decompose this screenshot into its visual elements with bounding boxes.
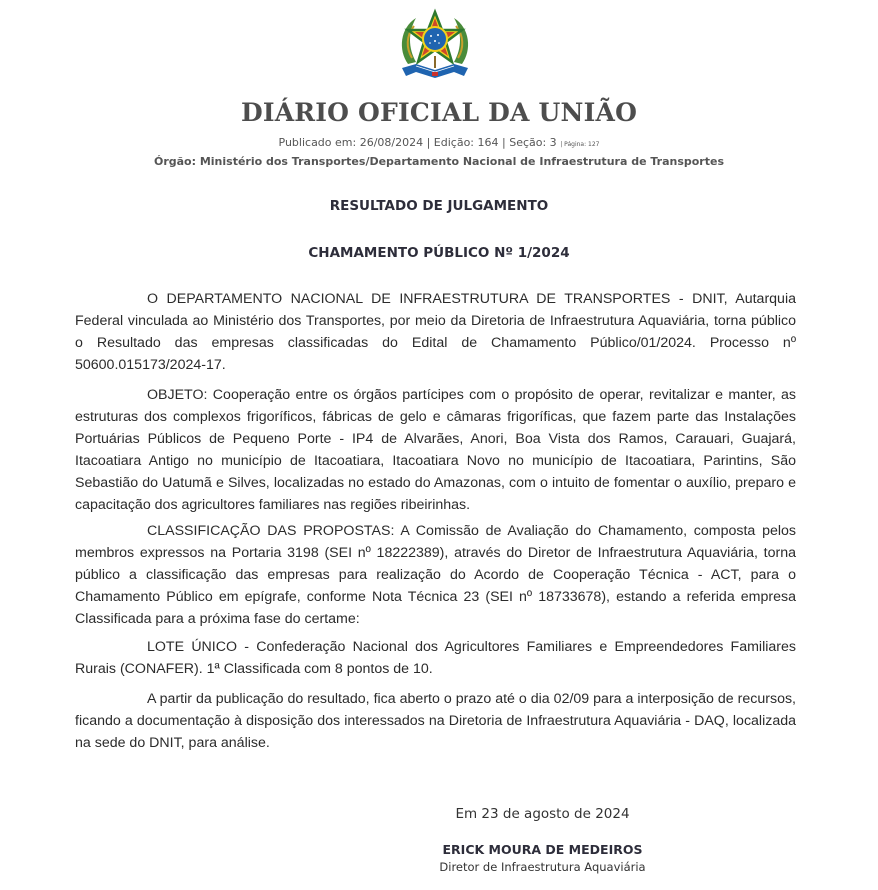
paragraph-classificacao: CLASSIFICAÇÃO DAS PROPOSTAS: A Comissão de Avaliação do Chamamento, composta pelos membros expressos na Portaria 3198 (SEI nº 18222389), através do Diretor de Infraestrutura Aquaviária, torna público a classificação das empresas para realização do Acordo de Cooperação Técnica - ACT, para o Chamamento Público em epígrafe, conforme Nota Técnica 23 (SEI nº 18733678), estando a referida empresa Classificada para a próxima fase do certame:	[75, 523, 796, 627]
document-body-2	[75, 384, 796, 524]
signer-role: Diretor de Infraestrutura Aquaviária	[439, 860, 646, 874]
document-heading: RESULTADO DE JULGAMENTO	[329, 198, 549, 214]
document-subheading: CHAMAMENTO PÚBLICO Nº 1/2024	[308, 245, 570, 261]
brazil-coat-of-arms-icon	[394, 6, 476, 86]
document-body	[75, 288, 796, 384]
document-body-4	[75, 636, 796, 688]
document-body-5	[75, 688, 796, 762]
publication-info	[0, 136, 878, 149]
signature-date: Em 23 de agosto de 2024	[455, 806, 630, 822]
paragraph-lote: LOTE ÚNICO - Confederação Nacional dos Agricultores Familiares e Empreendedores Familiares Rurais (CONAFER). 1ª Classificada com 8 pontos de 10.	[75, 639, 796, 677]
paragraph-objeto: OBJETO: Cooperação entre os órgãos partícipes com o propósito de operar, revitalizar e manter, as estruturas dos complexos frigoríficos, fábricas de gelo e câmaras frigoríficas, que fazem parte das Instalações Portuárias Públicos de Pequeno Porte - IP4 de Alvarães, Anori, Boa Vista dos Ramos, Carauari, Guajará, Itacoatiara Antigo no município de Itacoatiara, Itacoatiara Novo no município de Itacoatiara, Parintins, São Sebastião do Uatumã e Silves, localizadas no estado do Amazonas, com o intuito de fomentar o auxílio, preparo e capacitação dos agricultores familiares nas regiões ribeirinhas.	[75, 387, 796, 513]
celestial-globe	[423, 27, 447, 51]
issuing-agency: Órgão: Ministério dos Transportes/Departamento Nacional de Infraestrutura de Transportes	[153, 155, 725, 168]
sword-hilt	[434, 56, 436, 68]
document-body-3	[75, 520, 796, 638]
signer-name: ERICK MOURA DE MEDEIROS	[442, 842, 643, 857]
publication-details: Publicado em: 26/08/2024 | Edição: 164 | Seção: 3	[278, 136, 557, 149]
publication-title: DIÁRIO OFICIAL DA UNIÃO	[240, 98, 638, 127]
paragraph-prazo: A partir da publicação do resultado, fica aberto o prazo até o dia 02/09 para a interposição de recursos, ficando a documentação à disposição dos interessados na Diretoria de Infraestrutura Aquaviária - DAQ, localizada na sede do DNIT, para análise.	[75, 691, 796, 751]
page-number: | Página: 127	[560, 141, 600, 148]
paragraph-intro: O DEPARTAMENTO NACIONAL DE INFRAESTRUTURA DE TRANSPORTES - DNIT, Autarquia Federal vinculada ao Ministério dos Transportes, por meio da Diretoria de Infraestrutura Aquaviária, torna público o Resultado das empresas classificadas do Edital de Chamamento Público/01/2024. Processo nº 50600.015173/2024-17.	[75, 291, 796, 373]
